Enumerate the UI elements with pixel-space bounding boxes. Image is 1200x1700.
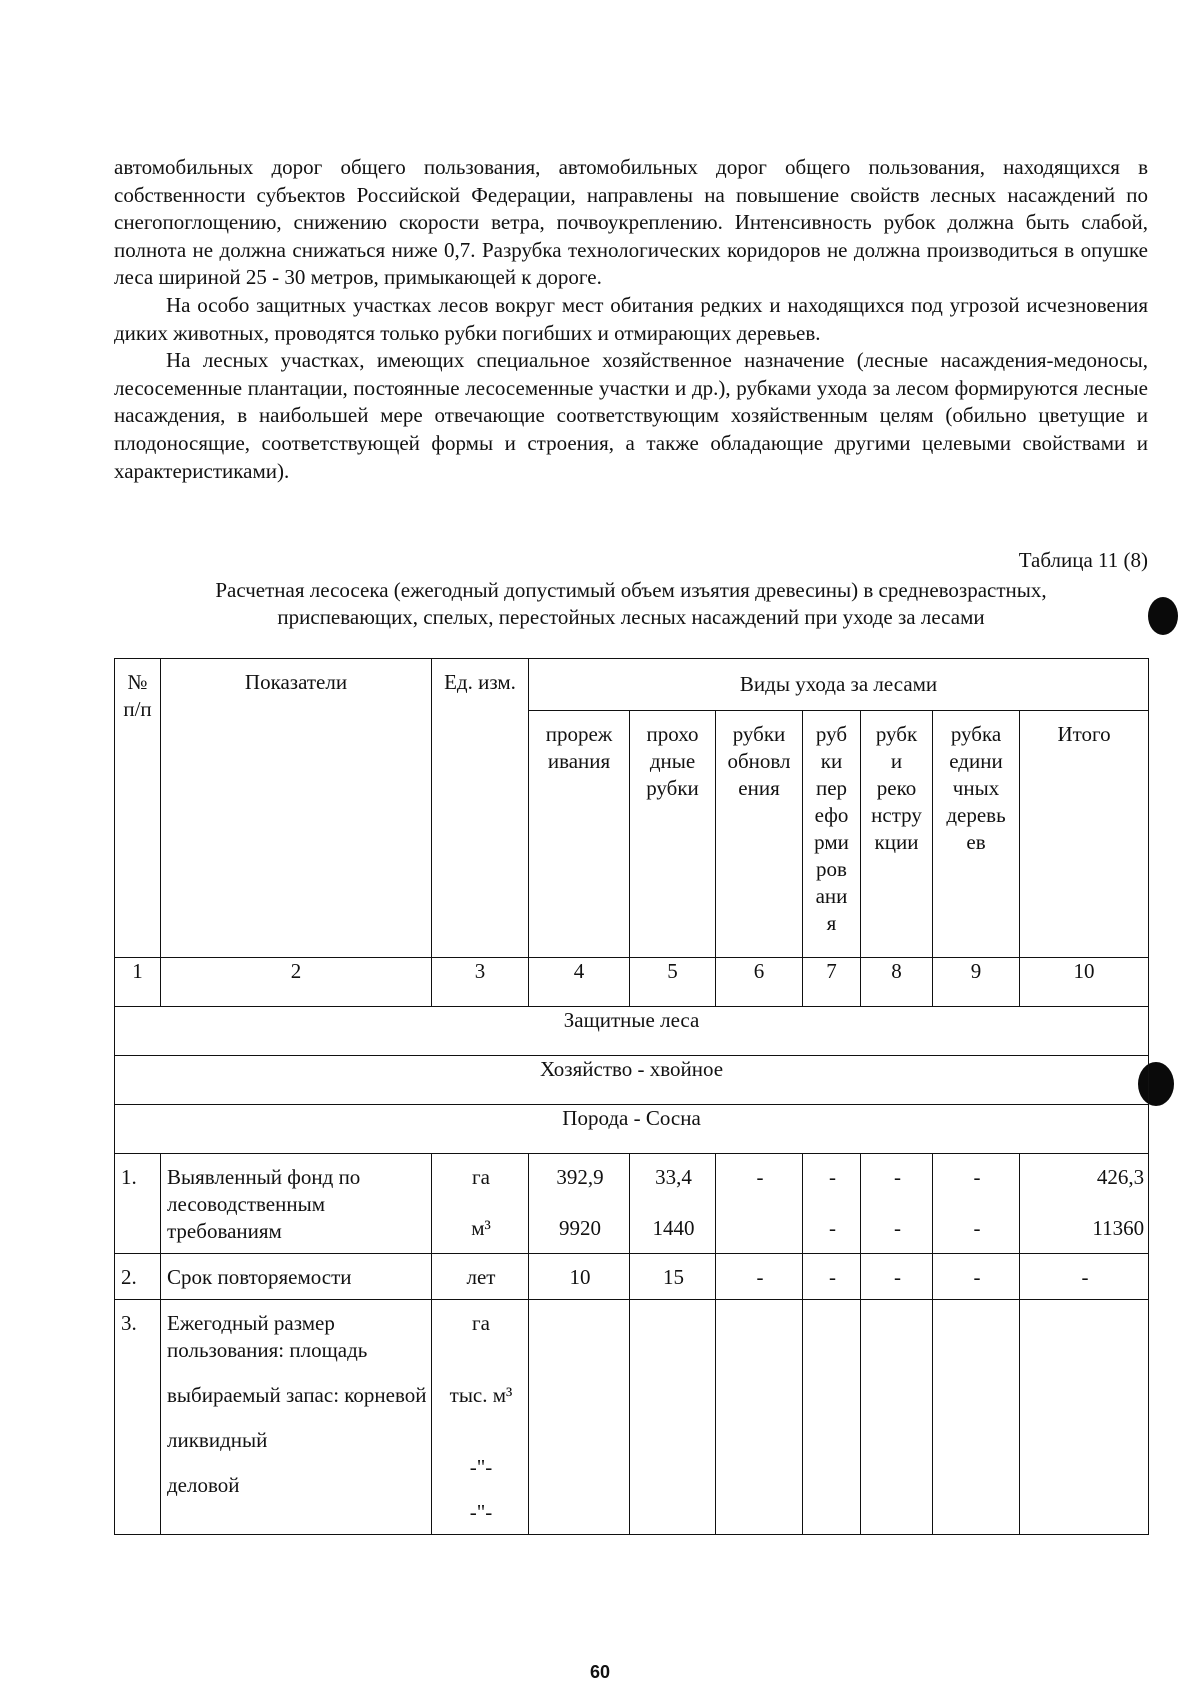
value-cell: - <box>861 1254 933 1300</box>
header-indicators: Показатели <box>161 659 432 958</box>
table-title-line-2: приспевающих, спелых, перестойных лесных насаждений при уходе за лесами <box>277 605 985 629</box>
table-row <box>115 1254 1149 1300</box>
paragraph-1: автомобильных дорог общего пользования, автомобильных дорог общего пользования, находящихся в собственности субъектов Российской Федерации, направлены на повышение свойств лесных насаждений по снегопоглощению, снижению скорости ветра, почвоукреплению. Интенсивность рубок должна быть слабой, полнота не должна снижаться ниже 0,7. Разрубка технологических коридоров не должна производиться в опушке леса шириной 25 - 30 метров, примыкающей к дороге. <box>114 155 1148 290</box>
header-passage-cutting: прохо дные рубки <box>630 711 716 958</box>
section-protective-forests: Защитные леса <box>115 1007 1149 1056</box>
header-thinning: прореж ивания <box>529 711 630 958</box>
row-label: Ежегодный размер пользования: площадь выбираемый запас: корневой ликвидный деловой <box>161 1300 432 1535</box>
header-renewal-cutting: рубки обновл ения <box>716 711 803 958</box>
page-number: 60 <box>589 1662 611 1682</box>
body-text <box>114 154 1148 485</box>
value-cell <box>716 1300 803 1535</box>
row-unit: га м³ <box>432 1154 529 1254</box>
header-num: № п/п <box>115 659 161 958</box>
table-row <box>115 1154 1149 1254</box>
table-number: Таблица 11 (8) <box>1018 548 1148 572</box>
column-numbers-row <box>115 958 1149 1007</box>
column-number: 6 <box>716 958 803 1007</box>
value-cell <box>630 1300 716 1535</box>
table-row <box>115 1300 1149 1535</box>
value-cell: - <box>716 1254 803 1300</box>
total-cell <box>1020 1300 1149 1535</box>
section-economy-coniferous: Хозяйство - хвойное <box>115 1056 1149 1105</box>
column-number: 9 <box>933 958 1020 1007</box>
value-cell <box>933 1300 1020 1535</box>
table-title-line-1: Расчетная лесосека (ежегодный допустимый объем изъятия древесины) в средневозрастных, <box>215 578 1047 602</box>
value-cell: - - <box>803 1154 861 1254</box>
value-cell: - <box>803 1254 861 1300</box>
section-species-pine: Порода - Сосна <box>115 1105 1149 1154</box>
row-label: Срок повторяемости <box>161 1254 432 1300</box>
logging-table <box>114 658 1149 1535</box>
value-cell: 15 <box>630 1254 716 1300</box>
value-cell: - <box>716 1154 803 1254</box>
value-cell <box>861 1300 933 1535</box>
table-title <box>114 577 1148 631</box>
row-label: Выявленный фонд по лесоводственным требованиям <box>161 1154 432 1254</box>
row-unit: га тыс. м³ -"- -"- <box>432 1300 529 1535</box>
punch-hole-mark <box>1148 597 1178 635</box>
column-number: 1 <box>115 958 161 1007</box>
column-number: 2 <box>161 958 432 1007</box>
header-total: Итого <box>1020 711 1149 958</box>
column-number: 3 <box>432 958 529 1007</box>
row-number: 2. <box>115 1254 161 1300</box>
header-reforming-cutting: руб ки пер ефо рми ров ани я <box>803 711 861 958</box>
value-cell <box>529 1300 630 1535</box>
value-cell: 10 <box>529 1254 630 1300</box>
row-number: 1. <box>115 1154 161 1254</box>
column-number: 7 <box>803 958 861 1007</box>
row-number: 3. <box>115 1300 161 1535</box>
value-cell <box>803 1300 861 1535</box>
column-number: 10 <box>1020 958 1149 1007</box>
value-cell: - - <box>933 1154 1020 1254</box>
row-unit: лет <box>432 1254 529 1300</box>
column-number: 5 <box>630 958 716 1007</box>
header-types: Виды ухода за лесами <box>529 659 1149 711</box>
value-cell: 33,4 1440 <box>630 1154 716 1254</box>
value-cell: 392,9 9920 <box>529 1154 630 1254</box>
value-cell: - - <box>861 1154 933 1254</box>
column-number: 4 <box>529 958 630 1007</box>
total-cell: 426,3 11360 <box>1020 1154 1149 1254</box>
header-unit: Ед. изм. <box>432 659 529 958</box>
column-number: 8 <box>861 958 933 1007</box>
header-single-tree-cutting: рубка едини чных деревь ев <box>933 711 1020 958</box>
total-cell: - <box>1020 1254 1149 1300</box>
paragraph-2: На особо защитных участках лесов вокруг мест обитания редких и находящихся под угрозой исчезновения диких животных, проводятся только рубки погибших и отмирающих деревьев. <box>114 292 1148 345</box>
paragraph-3: На лесных участках, имеющих специальное хозяйственное назначение (лесные насаждения-медоносы, лесосеменные плантации, постоянные лесосеменные участки и др.), рубками ухода за лесом формируются лесные насаждения, в наибольшей мере отвечающие соответствующим хозяйственным целям (обильно цветущие и плодоносящие, соответствующей формы и строения, а также обладающие другими целевыми свойствами и характеристиками). <box>114 348 1148 483</box>
header-reconstruction-cutting: рубк и реко нстру кции <box>861 711 933 958</box>
value-cell: - <box>933 1254 1020 1300</box>
